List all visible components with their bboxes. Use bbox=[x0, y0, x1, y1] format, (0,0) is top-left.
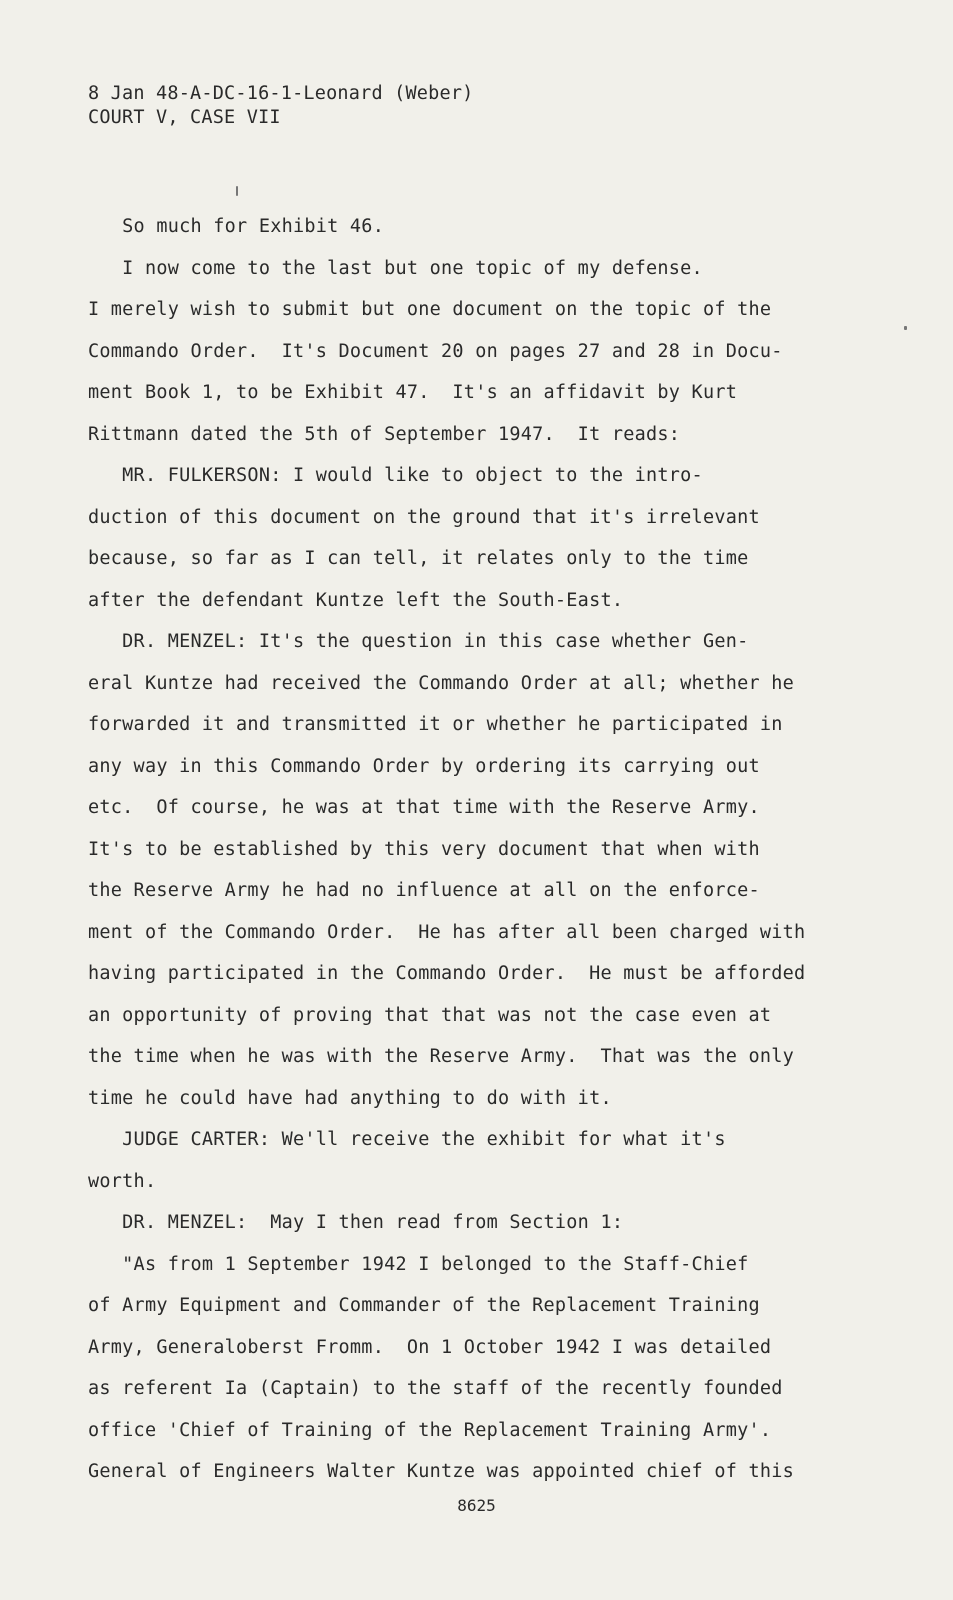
document-header bbox=[88, 82, 474, 130]
transcript-line: MR. FULKERSON: I would like to object to the intro- bbox=[88, 465, 703, 486]
transcript-line: DR. MENZEL: May I then read from Section 1: bbox=[88, 1212, 624, 1233]
transcript-line: General of Engineers Walter Kuntze was appointed chief of this bbox=[88, 1461, 795, 1482]
transcript-line: ment of the Commando Order. He has after all been charged with bbox=[88, 921, 806, 943]
header-court-case: COURT V, CASE VII bbox=[88, 107, 281, 128]
transcript-line: time he could have had anything to do with it. bbox=[88, 1087, 612, 1109]
scan-speck bbox=[904, 326, 907, 330]
transcript-line: eral Kuntze had received the Commando Order at all; whether he bbox=[88, 672, 795, 694]
transcript-line: office 'Chief of Training of the Replacement Training Army'. bbox=[88, 1419, 772, 1441]
transcript-line: any way in this Commando Order by ordering its carrying out bbox=[88, 755, 760, 777]
transcript-line: the time when he was with the Reserve Army. That was the only bbox=[88, 1046, 795, 1067]
transcript-line: because, so far as I can tell, it relates only to the time bbox=[88, 548, 749, 569]
page-number: 8625 bbox=[457, 1496, 496, 1515]
transcript-line: an opportunity of proving that that was not the case even at bbox=[88, 1004, 772, 1026]
transcript-line: worth. bbox=[88, 1170, 157, 1192]
transcript-line: the Reserve Army he had no influence at all on the enforce- bbox=[88, 880, 760, 901]
transcript-line: ment Book 1, to be Exhibit 47. It's an affidavit by Kurt bbox=[88, 382, 738, 403]
transcript-line: having participated in the Commando Order. He must be afforded bbox=[88, 963, 806, 984]
header-date-reference: 8 Jan 48-A-DC-16-1-Leonard (Weber) bbox=[88, 83, 474, 104]
transcript-body bbox=[88, 206, 878, 1493]
transcript-line: forwarded it and transmitted it or whether he participated in bbox=[88, 714, 783, 735]
transcript-line: JUDGE CARTER: We'll receive the exhibit for what it's bbox=[88, 1129, 726, 1150]
transcript-line: after the defendant Kuntze left the South-East. bbox=[88, 589, 624, 611]
transcript-line: Commando Order. It's Document 20 on pages 27 and 28 in Docu- bbox=[88, 340, 783, 362]
transcript-line: Rittmann dated the 5th of September 1947. It reads: bbox=[88, 423, 681, 445]
transcript-line: as referent Ia (Captain) to the staff of the recently founded bbox=[88, 1378, 783, 1399]
scan-speck bbox=[236, 186, 238, 196]
transcript-line: of Army Equipment and Commander of the Replacement Training bbox=[88, 1295, 760, 1316]
transcript-line: I now come to the last but one topic of my defense. bbox=[88, 257, 703, 279]
transcript-line: etc. Of course, he was at that time with the Reserve Army. bbox=[88, 797, 760, 818]
transcript-line: So much for Exhibit 46. bbox=[88, 216, 385, 237]
transcript-line: duction of this document on the ground that it's irrelevant bbox=[88, 506, 760, 528]
transcript-line: DR. MENZEL: It's the question in this case whether Gen- bbox=[88, 631, 749, 652]
transcript-line: I merely wish to submit but one document on the topic of the bbox=[88, 299, 772, 320]
transcript-line: "As from 1 September 1942 I belonged to the Staff-Chief bbox=[88, 1253, 749, 1275]
transcript-line: It's to be established by this very document that when with bbox=[88, 838, 760, 860]
transcript-line: Army, Generaloberst Fromm. On 1 October 1942 I was detailed bbox=[88, 1336, 772, 1358]
